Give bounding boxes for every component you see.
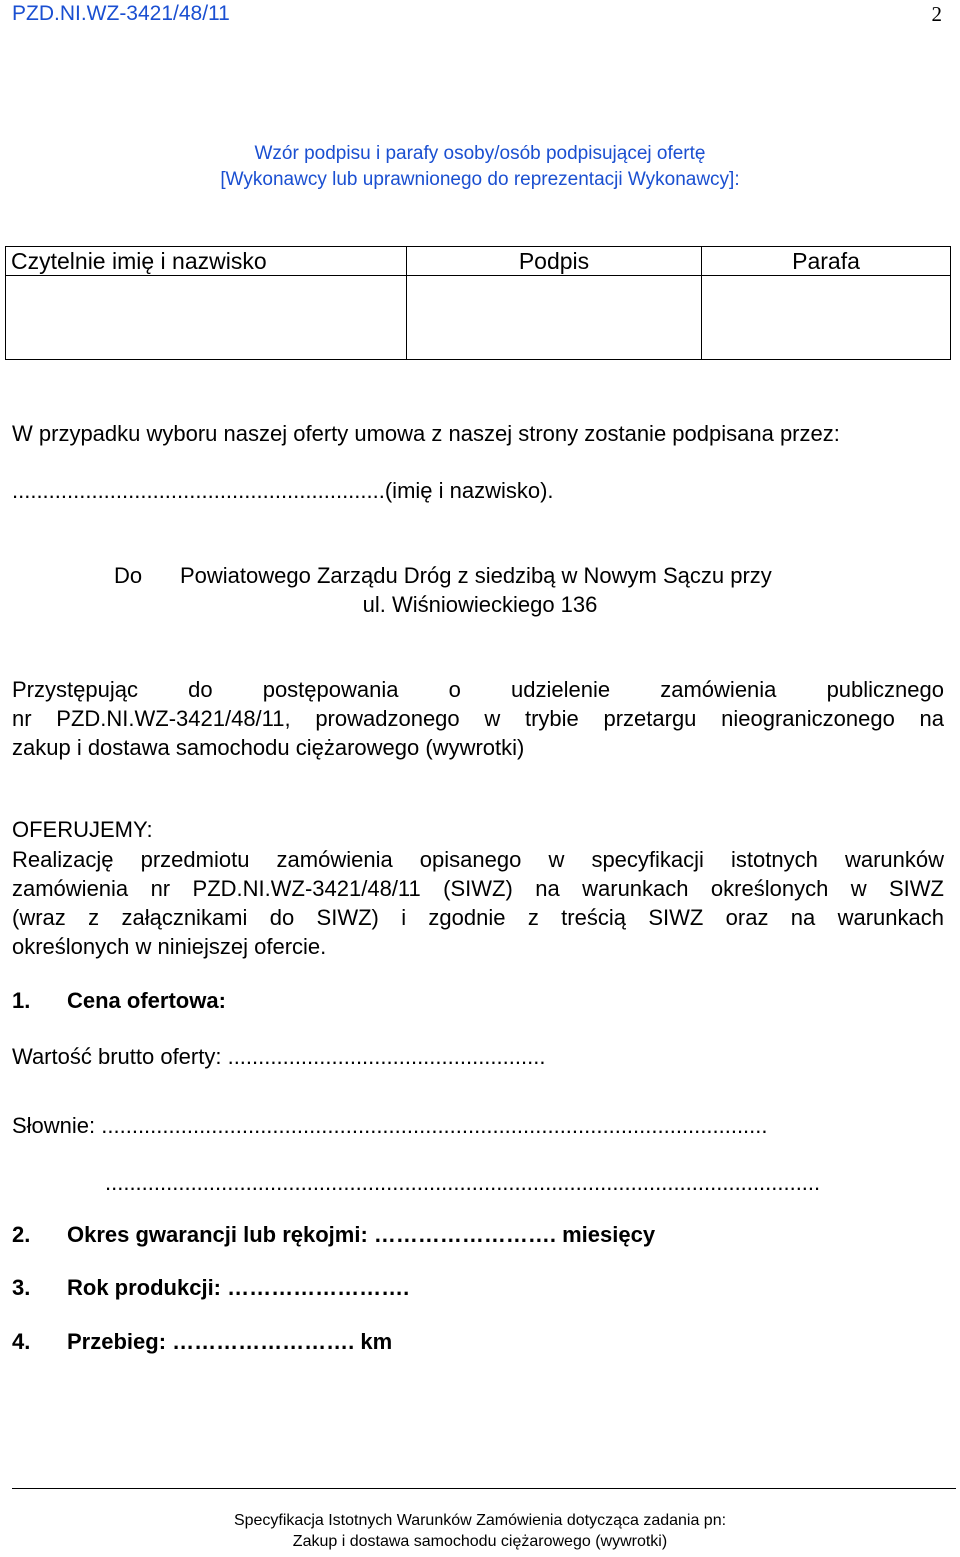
intro-paragraph [12,675,944,762]
offer-line: zamówienia nr PZD.NI.WZ-3421/48/11 (SIWZ) na warunkach określonych w SIWZ [12,876,944,901]
item-3-number: 3. [12,1275,31,1300]
intro-line: nr PZD.NI.WZ-3421/48/11, prowadzonego w trybie przetargu nieograniczonego na [12,706,944,731]
signature-table-initials-cell[interactable] [702,276,951,360]
item-4-number: 4. [12,1329,31,1354]
signature-table-name-cell[interactable] [6,276,407,360]
signature-table-header-name: Czytelnie imię i nazwisko [6,247,407,276]
item-2-warranty: Okres gwarancji lub rękojmi: ……………………. miesięcy [67,1222,656,1247]
signature-table-header-initials: Parafa [702,247,951,276]
contract-signer-placeholder-text: .............................................................(imię i nazwisko). [12,478,554,503]
signature-section-title-line-2: [Wykonawcy lub uprawnionego do reprezentacji Wykonawcy]: [220,169,740,190]
footer-line-2: Zakup i dostawa samochodu ciężarowego (wywrotki) [292,1533,668,1550]
intro-line: zakup i dostawa samochodu ciężarowego (wywrotki) [12,735,525,760]
offer-line: Realizację przedmiotu zamówienia opisanego w specyfikacji istotnych warunków [12,847,944,872]
item-2-number: 2. [12,1222,31,1247]
gross-price-field[interactable]: Wartość brutto oferty: .................................................... [12,1044,546,1069]
offer-line: (wraz z załącznikami do SIWZ) i zgodnie z treścią SIWZ oraz na warunkach [12,905,944,930]
offer-paragraph [12,845,944,961]
addressee-line-2: ul. Wiśniowieckiego 136 [362,592,598,617]
price-in-words-continuation[interactable]: ..................................................................................................................... [105,1170,821,1195]
contract-signer-statement: W przypadku wyboru naszej oferty umowa z naszej strony zostanie podpisana przez: [12,421,840,446]
signature-table-header-row [6,247,951,276]
signature-table-signature-cell[interactable] [407,276,702,360]
price-in-words-field[interactable]: Słownie: ............................................................................................................. [12,1113,768,1138]
footer-line-1: Specyfikacja Istotnych Warunków Zamówienia dotycząca zadania pn: [233,1512,727,1529]
page-number: 2 [931,2,942,26]
signature-table-entry-row [6,276,951,360]
intro-line: Przystępując do postępowania o udzielenie zamówienia publicznego [12,677,944,702]
addressee-do-label: Do [114,563,143,588]
contract-signer-placeholder [12,478,554,504]
signature-table [5,246,951,360]
item-1-price-label: Cena ofertowa: [67,988,226,1013]
addressee-line-1: Powiatowego Zarządu Dróg z siedzibą w Nowym Sączu przy [180,563,772,588]
item-3-production-year: Rok produkcji: ……………………. [67,1275,410,1300]
page-header-reference: PZD.NI.WZ-3421/48/11 [12,2,230,25]
offer-heading: OFERUJEMY: [12,817,153,842]
item-1-number: 1. [12,988,31,1013]
signature-table-header-signature: Podpis [407,247,702,276]
offer-line: określonych w niniejszej ofercie. [12,934,327,959]
footer-divider [12,1488,956,1489]
signature-section-title-line-1: Wzór podpisu i parafy osoby/osób podpisującej ofertę [254,143,706,164]
item-4-mileage: Przebieg: ……………………. km [67,1329,393,1354]
